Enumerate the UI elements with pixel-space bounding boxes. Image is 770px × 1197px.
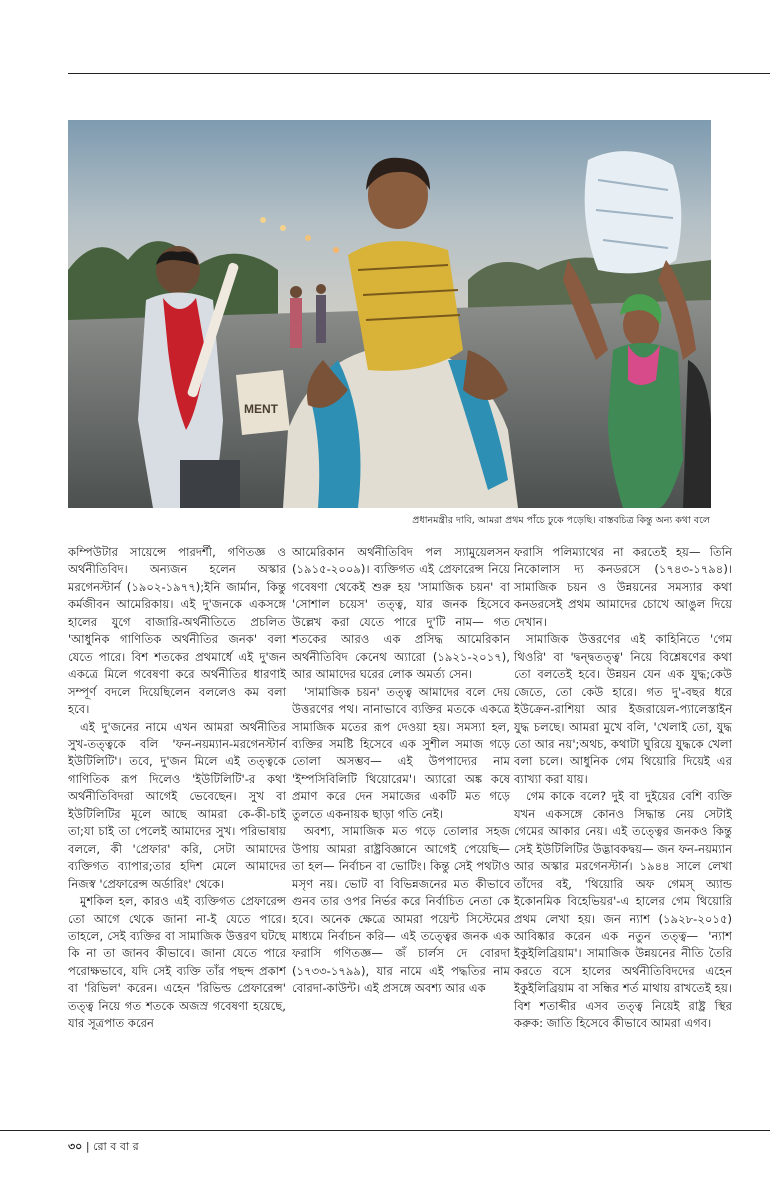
paragraph: 'সামাজিক চয়ন' তত্ত্ব আমাদের বলে দেয় উত্তরণের পথ। নানাভাবে ব্যক্তির মতকে একত্রে সামাজিক মতের রূপ দেওয়া হয়। সমস্যা হল, ব্যক্তির সমষ্টি হিসেবে এক সুশীল সমাজ গড়ে তোলা অসম্ভব— এই উপপাদ্যের নাম 'ইম্পসিবিলিটি থিয়োরেম'। অ্যারো অঙ্ক কষে প্রমাণ করে দেন সমাজের একটি মত গড়ে তুলতে একনায়ক ছাড়া গতি নেই।	[292, 684, 510, 821]
paragraph: গেম কাকে বলে? দুই বা দুইয়ের বেশি ব্যক্তি যখন একসঙ্গে কোনও সিদ্ধান্ত নেয় সেটাই গেমের আকার নেয়। এই তত্ত্বের জনকও কিন্তু সেই ইউটিলিটির উদ্ভাবকদ্বয়— জন ফন-নয়ম্যান আর অস্কার মরগেনস্টার্ন। ১৯৪৪ সালে লেখা তাঁদের বই, 'থিয়োরি অফ গেমস্ অ্যান্ড ইকোনমিক বিহেভিয়র'-এ হালের গেম থিয়োরি প্রথম লেখা হয়। জন ন্যাশ (১৯২৮-২০১৫) আবিষ্কার করেন এক নতুন তত্ত্ব— 'ন্যাশ ইকুইলিব্রিয়াম'। সামাজিক উন্নয়নের নীতি তৈরি করতে বসে হালের অর্থনীতিবিদদের এহেন ইকুইলিব্রিয়াম বা সন্ধির শর্ত মাথায় রাখতেই হয়। বিশ শতাব্দীর এসব তত্ত্ব নিয়েই রাষ্ট্র স্থির করুক: জাতি হিসেবে কীভাবে আমরা এগব।	[514, 789, 732, 1031]
bag	[236, 370, 290, 435]
top-rule	[68, 73, 770, 74]
page-footer	[68, 1138, 139, 1157]
bottom-rule	[0, 1130, 770, 1131]
photo-caption: প্রধানমন্ত্রীর দাবি, আমরা প্রথম পাঁচে ঢুকে পড়েছি। বাস্তবচিত্র কিন্তু অন্য কথা বলে	[412, 515, 710, 526]
paragraph: আমেরিকান অর্থনীতিবিদ পল স্যামুয়েলসন (১৯১৫-২০০৯)। ব্যক্তিগত এই প্রেফারেন্স নিয়ে গবেষণা থেকেই শুরু হয় 'সামাজিক চয়ন' বা 'সোশাল চয়েস' তত্ত্ব, যার জনক হিসেবে উল্লেখ করা যেতে পারে দু'টি নাম— গত শতকের আরও এক প্রসিদ্ধ আমেরিকান অর্থনীতিবিদ কেনেথ অ্যারো (১৯২১-২০১৭), আর আমাদের ঘরের লোক অমর্ত্য সেন।	[292, 545, 510, 682]
page-number: ৩০	[68, 1140, 83, 1153]
paragraph: অবশ্য, সামাজিক মত গড়ে তোলার সহজ উপায় আমরা রাষ্ট্রবিজ্ঞানে আগেই পেয়েছি— তা হল— নির্বাচন বা ভোটিং। কিন্তু সেই পথটাও মসৃণ নয়। ভোট বা বিভিন্নজনের মত কীভাবে গুনব তার ওপর নির্ভর করে নির্বাচিত নেতা কে হবে। অনেক ক্ষেত্রে আমরা পয়েন্ট সিস্টেমের মাধ্যমে নির্বাচন করি— এই তত্ত্বের জনক এক ফরাসি গণিতজ্ঞ— জঁ চার্লস দে বোরদা (১৭৩৩-১৭৯৯), যার নামে এই পদ্ধতির নাম বোরদা-কাউন্ট। এই প্রসঙ্গে অবশ্য আর এক	[292, 824, 510, 996]
article-photo	[68, 120, 711, 508]
paragraph: সামাজিক উত্তরণের এই কাহিনিতে 'গেম থিওরি' বা 'দ্বন্দ্বতত্ত্ব' নিয়ে বিশ্লেষণের কথা তো বলতেই হবে। উন্নয়ন যেন এক যুদ্ধ;কেউ জেতে, তো কেউ হারে। গত দু'-বছর ধরে ইউক্রেন-রাশিয়া আর ইজরায়েল-প্যালেস্তাইন যুদ্ধ চলছে। আমরা মুখে বলি, 'খেলাই তো, যুদ্ধ তো আর নয়';অথচ, কথাটা ঘুরিয়ে যুদ্ধকে খেলা বলা চলে। আধুনিক গেম থিয়োরি দিয়েই এর ব্যাখ্যা করা যায়।	[514, 632, 732, 786]
bag-text: MENT	[244, 402, 278, 416]
paragraph: এই দু'জনের নামে এখন আমরা অর্থনীতির সুখ-তত্ত্বকে বলি 'ফন-নয়ম্যান-মরগেনস্টার্ন ইউটিলিটি'। তবে, দু'জন মিলে এই তত্ত্বকে গাণিতিক রূপ দিলেও 'ইউটিলিটি'-র কথা অর্থনীতিবিদরা আগেই ভেবেছেন। সুখ বা ইউটিলিটির মূলে আছে আমরা কে-কী-চাই তা;যা চাই তা পেলেই আমাদের সুখ। পরিভাষায় বললে, কী 'প্রেফার' করি, সেটা আমাদের ব্যক্তিগত ব্যাপার;তার হদিশ মেলে আমাদের নিজস্ব 'প্রেফারেন্স অর্ডারিং' থেকে।	[68, 719, 286, 891]
footer-separator: |	[85, 1140, 90, 1153]
article-column-2	[292, 544, 510, 998]
photo-illustration	[68, 120, 711, 508]
article-column-3	[514, 544, 732, 1033]
paragraph: কম্পিউটার সায়েন্সে পারদর্শী, গণিতজ্ঞ ও অর্থনীতিবিদ। অন্যজন হলেন অস্কার মরগেনস্টার্ন (১৯০২-১৯৭৭);ইনি জার্মান, কিন্তু কর্মজীবন আমেরিকায়। এই দু'জনকে একসঙ্গে হালের যুগে বাজারি-অর্থনীতিতে প্রচলিত 'আধুনিক গাণিতিক অর্থনীতির জনক' বলা যেতে পারে। বিশ শতকের প্রথমার্ধে এই দু'জন একত্রে মিলে গবেষণা করে অর্থনীতির ধারণাই সম্পূর্ণ বদলে দিয়েছিলেন বললেও কম বলা হবে।	[68, 545, 286, 717]
magazine-name: রো ব বা র	[93, 1140, 139, 1153]
paragraph: মুশকিল হল, কারও এই ব্যক্তিগত প্রেফারেন্স তো আগে থেকে জানা না-ই যেতে পারে। তাহলে, সেই ব্যক্তির বা সামাজিক উত্তরণ ঘটছে কি না তা জানব কীভাবে। জানা যেতে পারে পরোক্ষভাবে, যদি সেই ব্যক্তি তাঁর পছন্দ প্রকাশ বা 'রিভিল' করেন। এহেন 'রিভিল্ড প্রেফারেন্স' তত্ত্ব নিয়ে গত শতকে অজস্র গবেষণা হয়েছে, যার সূত্রপাত করেন	[68, 894, 286, 1031]
article-column-1	[68, 544, 286, 1033]
paragraph: ফরাসি পলিম্যাথের না করতেই হয়— তিনি নিকোলাস দ্য কনডরসে (১৭৪৩-১৭৯৪)। সামাজিক চয়ন ও উন্নয়নের সমস্যার কথা কনডরসেই প্রথম আমাদের চোখে আঙুল দিয়ে দেখান।	[514, 545, 732, 629]
